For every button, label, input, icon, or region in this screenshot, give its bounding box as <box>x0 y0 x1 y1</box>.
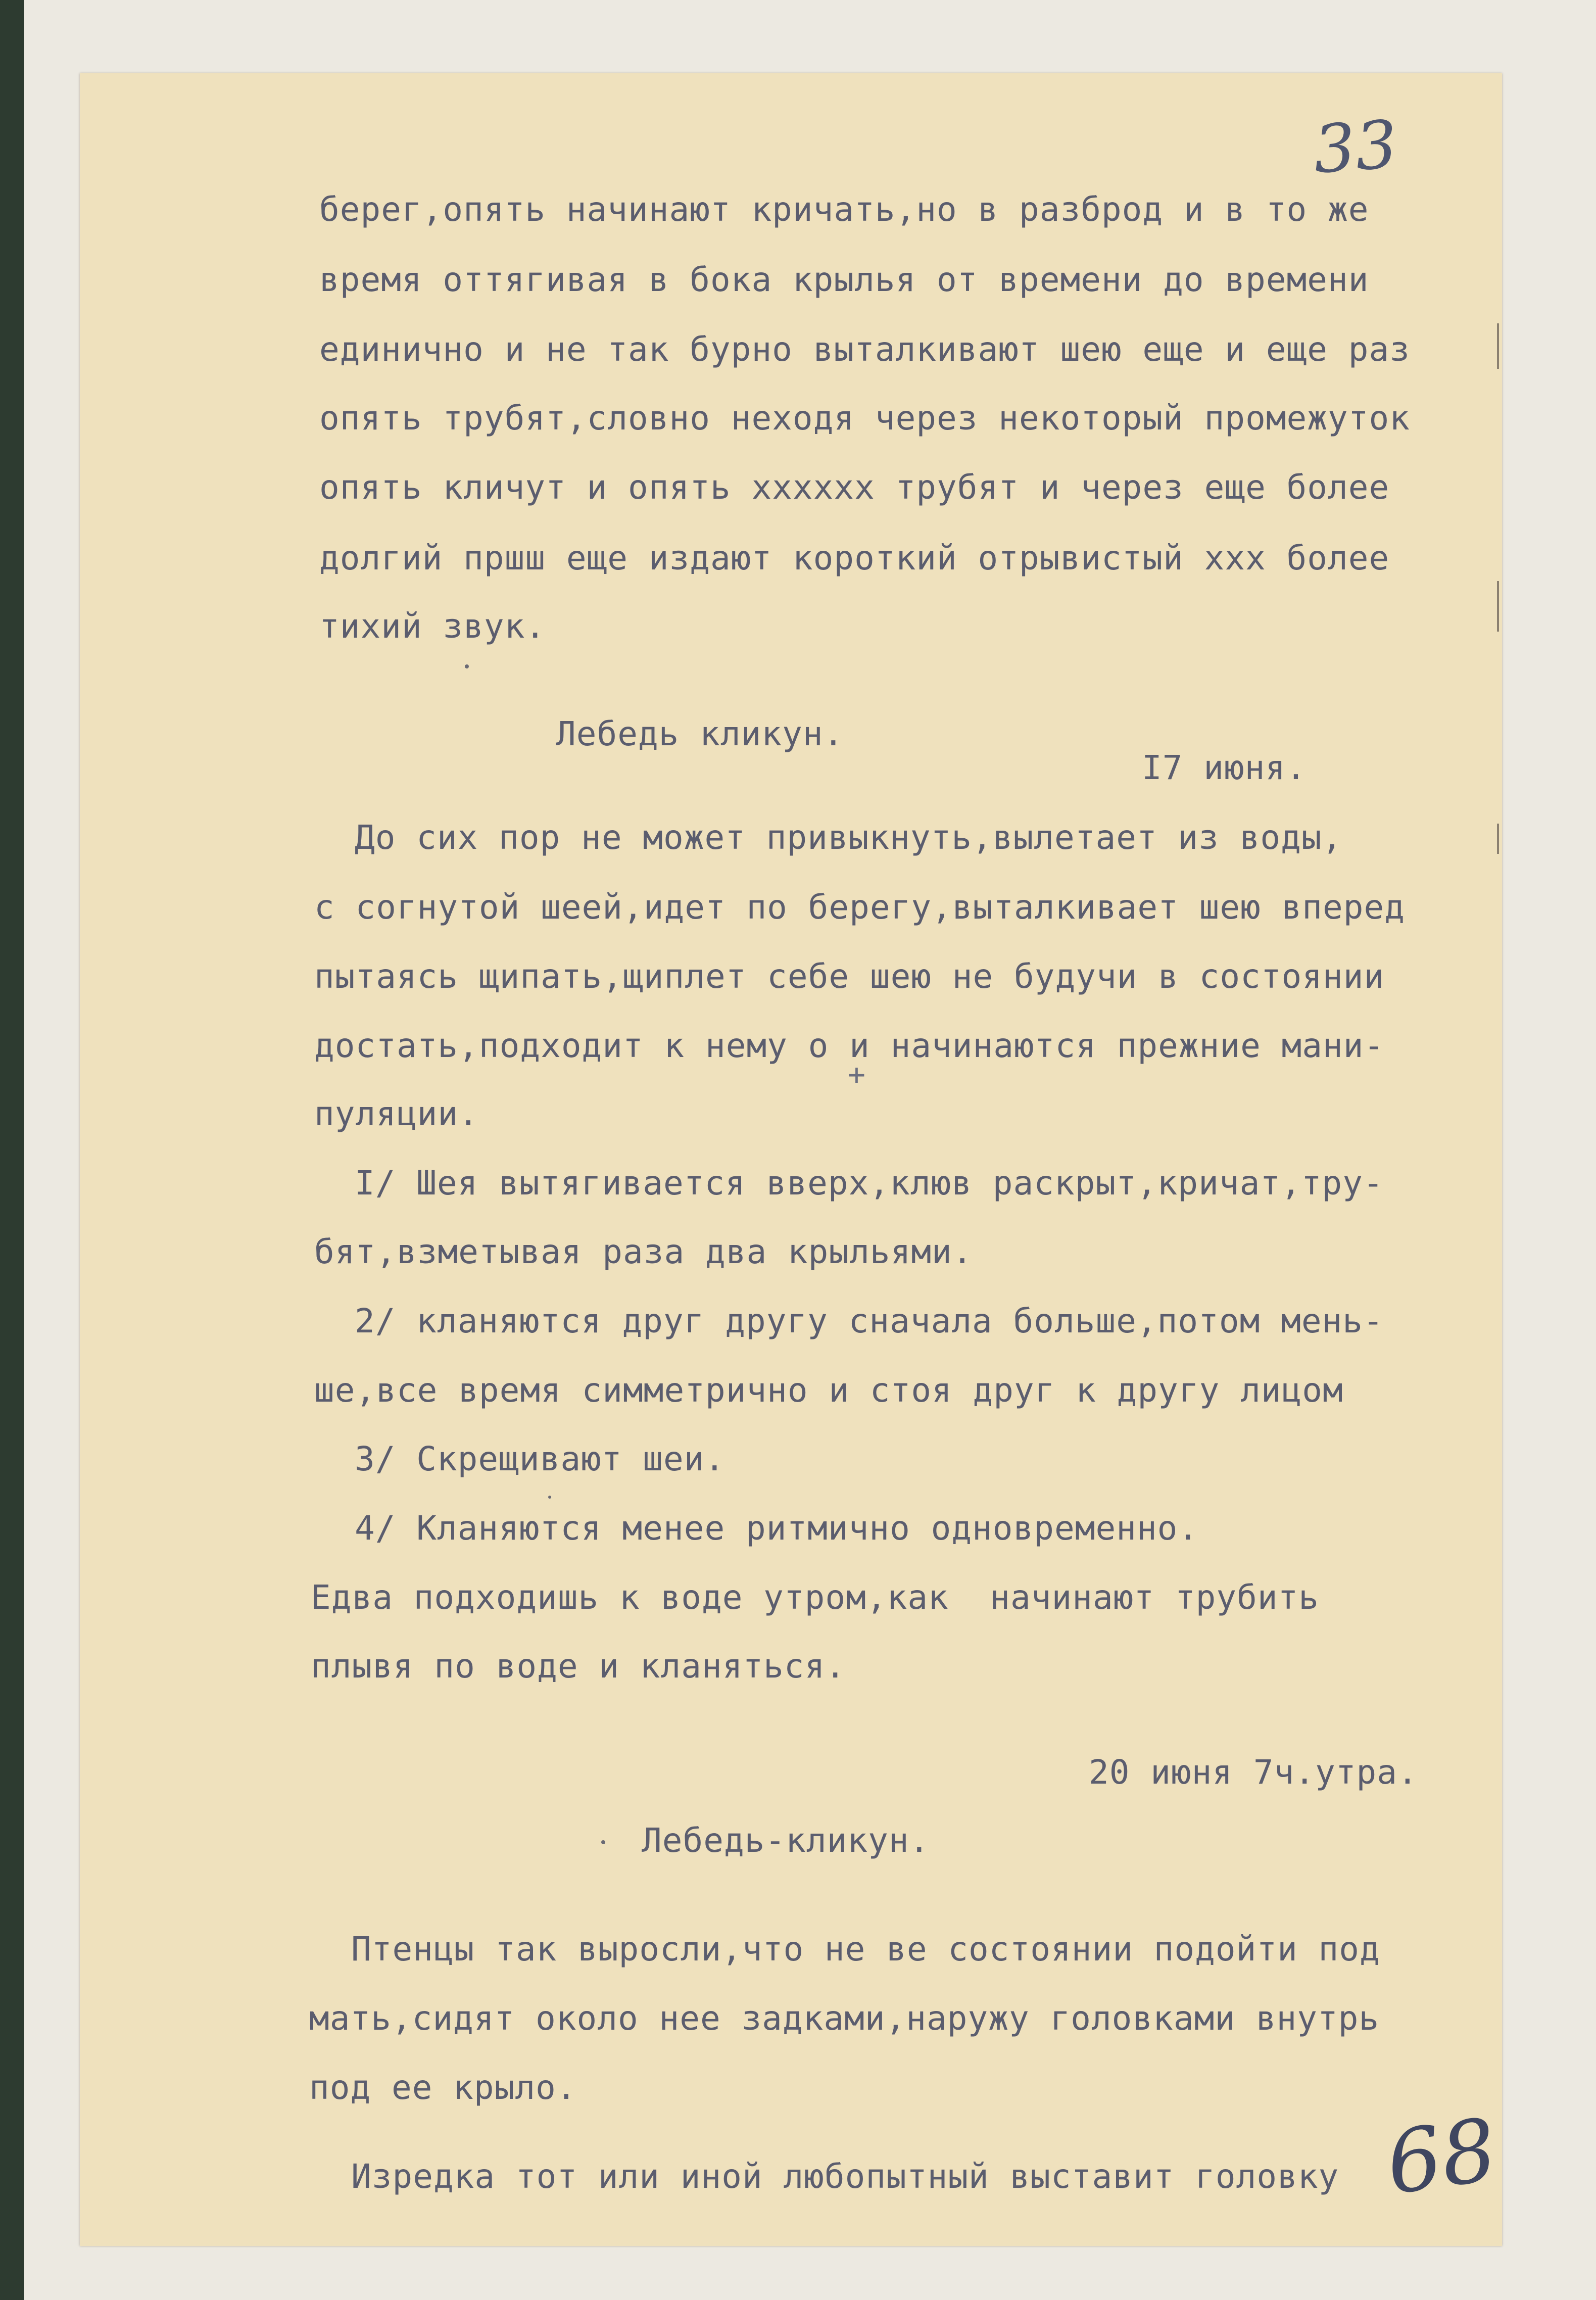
text-line: мать,сидят около нее задками,наружу головками внутрь <box>309 1999 1380 2038</box>
folio-number-bottom: 68 <box>1380 2099 1503 2215</box>
text-line: долгий пршш еще издают короткий отрывистый ххх более <box>319 539 1390 578</box>
text-line: берег,опять начинают кричать,но в разброд и в то же <box>319 190 1369 229</box>
text-line: Едва подходишь к воде утром,как начинают трубить <box>311 1578 1320 1617</box>
text-line: тихий звук. <box>319 607 546 646</box>
ink-dot <box>465 664 469 668</box>
section-heading: Лебедь кликун. <box>556 714 844 753</box>
section-date: 20 июня 7ч.утра. <box>1089 1753 1418 1792</box>
handwritten-mark: + <box>848 1057 865 1091</box>
list-item: 3/ Скрещивают шеи. <box>355 1440 726 1478</box>
text-line: плывя по воде и кланяться. <box>311 1647 846 1686</box>
text-line: с согнутой шеей,идет по берегу,выталкивает шею вперед <box>314 888 1405 927</box>
list-item: 2/ кланяются друг другу сначала больше,потом мень- <box>355 1302 1384 1340</box>
list-item: 4/ Кланяются менее ритмично одновременно. <box>355 1509 1199 1548</box>
margin-mark <box>1497 323 1499 369</box>
text-line: До сих пор не может привыкнуть,вылетает из воды, <box>355 818 1343 857</box>
text-line: опять трубят,словно неходя через некоторый промежуток <box>319 399 1410 438</box>
ink-dot <box>548 1496 551 1499</box>
text-line: опять кличут и опять хххххх трубят и через еще более <box>319 468 1390 507</box>
text-line: пуляции. <box>314 1094 479 1133</box>
text-line: пытаясь щипать,щиплет себе шею не будучи в состоянии <box>314 957 1385 996</box>
text-line: время оттягивая в бока крылья от времени до времени <box>319 260 1369 299</box>
text-line: под ее крыло. <box>309 2068 577 2107</box>
margin-mark <box>1497 581 1499 632</box>
section-heading: Лебедь-кликун. <box>642 1821 930 1860</box>
list-item: бят,взметывая раза два крыльями. <box>314 1232 973 1271</box>
scan-left-edge <box>0 0 24 2300</box>
list-item: I/ Шея вытягивается вверх,клюв раскрыт,кричат,тру- <box>355 1164 1384 1203</box>
list-item: ше,все время симметрично и стоя друг к другу лицом <box>314 1371 1343 1410</box>
text-line: Изредка тот или иной любопытный выставит головку <box>351 2157 1339 2196</box>
text-line: достать,подходит к нему о и начинаются прежние мани- <box>314 1026 1385 1065</box>
margin-mark <box>1497 824 1499 854</box>
text-line: Птенцы так выросли,что не ве состоянии подойти под <box>351 1930 1380 1969</box>
section-date: I7 июня. <box>1142 748 1307 787</box>
ink-dot <box>601 1840 605 1844</box>
text-line: единично и не так бурно выталкивают шею еще и еще раз <box>319 330 1410 369</box>
folio-number-top: 33 <box>1311 106 1400 188</box>
